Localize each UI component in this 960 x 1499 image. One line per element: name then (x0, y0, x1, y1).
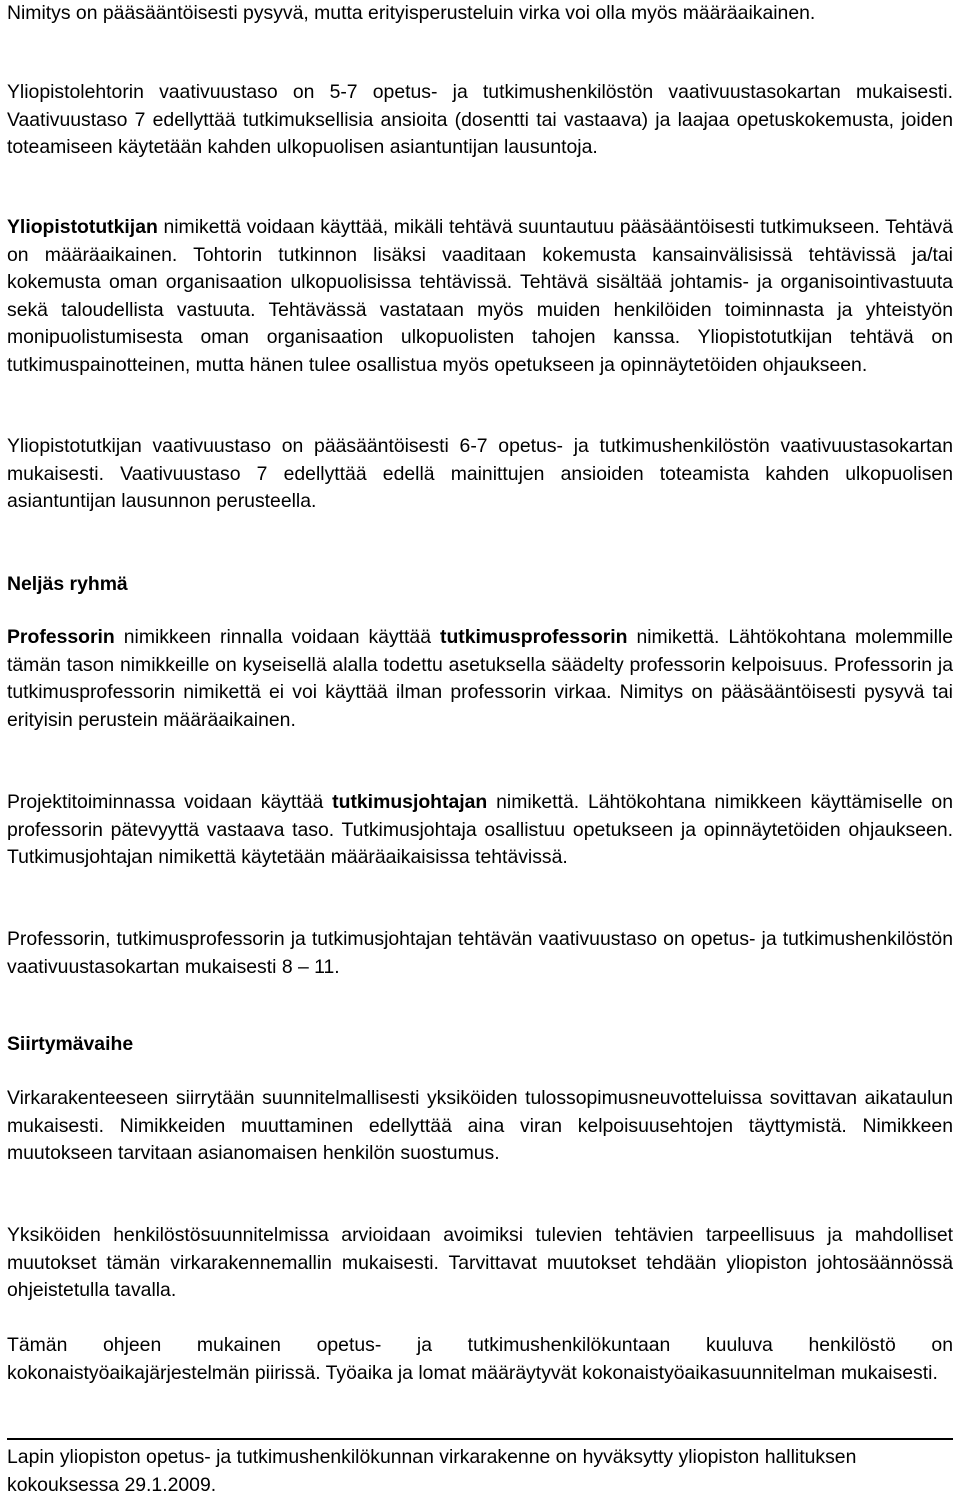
footer-divider (7, 1438, 953, 1440)
paragraph-yliopistotutkija (7, 214, 953, 380)
paragraph-henkilostosuunnitelmat: Yksiköiden henkilöstösuunnitelmissa arvioidaan avoimiksi tulevien tehtävien tarpeellisuus ja mahdolliset muutokset tämän virkarakennemallin mukaisesti. Tarvittavat muutokset tehdään yliopiston johtosäännössä ohjeistetulla tavalla. (7, 1224, 953, 1302)
paragraph-yliopistotutkija-text: nimikettä voidaan käyttää, mikäli tehtävä suuntautuu pääsääntöisesti tutkimukseen. Tehtävä on määräaikainen. Tohtorin tutkinnon lisäksi vaaditaan kokemusta kansainvälisissä tehtävissä ja/tai kokemusta oman organisaation ulkopuolisissa tehtävissä. Tehtävä sisältää johtamis- ja organisointivastuuta sekä taloudellista vastuuta. Tehtävässä vastataan myös muiden henkilöiden toiminnasta ja yhteistyön monipuolistumisesta oman organisaation ulkopuolisten tahojen kanssa. Yliopistotutkijan tehtävä on tutkimuspainotteinen, mutta hänen tulee osallistua myös opetukseen ja opinnäytetöiden ohjaukseen. (7, 216, 953, 376)
term-tutkimusprofessori: tutkimusprofessorin (440, 626, 628, 648)
paragraph-virkarakenteeseen-siirtyminen: Virkarakenteeseen siirrytään suunnitelmallisesti yksiköiden tulossopimusneuvotteluissa sovittavan aikataulun mukaisesti. Nimikkeiden muuttaminen edellyttää aina viran kelpoisuusehtojen täyttymistä. Nimikkeen muutokseen tarvitaan asianomaisen henkilön suostumus. (7, 1087, 953, 1165)
heading-neljas-ryhma: Neljäs ryhmä (7, 573, 128, 595)
paragraph-yliopistotutkija-vaativuustaso: Yliopistotutkijan vaativuustaso on pääsääntöisesti 6-7 opetus- ja tutkimushenkilöstön vaativuustasokartan mukaisesti. Vaativuustaso 7 edellyttää edellä mainittujen ansioiden toteamista kahden ulkopuolisen asiantuntijan lausunnon perusteella. (7, 435, 953, 513)
term-tutkimusjohtaja: tutkimusjohtajan (332, 791, 488, 813)
paragraph-kokonaistyoaika: Tämän ohjeen mukainen opetus- ja tutkimushenkilökuntaan kuuluva henkilöstö on kokonaistyöaikajärjestelmän piirissä. Työaika ja lomat määräytyvät kokonaistyöaikasuunnitelman mukaisesti. (7, 1334, 953, 1384)
term-professori: Professorin (7, 626, 115, 648)
paragraph-professori-text-1: nimikkeen rinnalla voidaan käyttää (114, 626, 440, 648)
heading-siirtymavaihe: Siirtymävaihe (7, 1033, 134, 1055)
paragraph-professori-text-2: nimikettä. Lähtökohtana molemmille tämän tason nimikkeille on kyseisellä alalla todettu asetuksella säädelty professorin kelpoisuus. Professorin ja tutkimusprofessorin nimikettä ei voi käyttää ilman professorin virkaa. Nimitys on pääsääntöisesti pysyvä tai erityisin perustein määräaikainen. (7, 626, 953, 731)
paragraph-professori (7, 624, 953, 734)
paragraph-yliopistolehtori-vaativuustaso: Yliopistolehtorin vaativuustaso on 5-7 opetus- ja tutkimushenkilöstön vaativuustasokartan mukaisesti. Vaativuustaso 7 edellyttää tutkimuksellisia ansioita (dosentti tai vastaava) ja laajaa opetuskokemusta, joiden toteamiseen käytetään kahden ulkopuolisen asiantuntijan lausuntoja. (7, 81, 953, 159)
paragraph-vaativuustaso-8-11: Professorin, tutkimusprofessorin ja tutkimusjohtajan tehtävän vaativuustaso on opetus- ja tutkimushenkilöstön vaativuustasokartan mukaisesti 8 – 11. (7, 928, 953, 978)
paragraph-nimitys: Nimitys on pääsääntöisesti pysyvä, mutta erityisperusteluin virka voi olla myös määräaikainen. (7, 2, 816, 24)
footer-note: Lapin yliopiston opetus- ja tutkimushenkilökunnan virkarakenne on hyväksytty yliopiston hallituksen kokouksessa 29.1.2009. (7, 1446, 857, 1496)
paragraph-tutkimusjohtaja-text-1: Projektitoiminnassa voidaan käyttää (7, 791, 333, 813)
term-yliopistotutkija: Yliopistotutkijan (7, 216, 158, 238)
paragraph-tutkimusjohtaja (7, 789, 953, 872)
paragraph-tutkimusjohtaja-text-2: nimikettä. Lähtökohtana nimikkeen käyttämiselle on professorin pätevyyttä vastaava taso. Tutkimusjohtaja osallistuu opetukseen ja opinnäytetöiden ohjaukseen. Tutkimusjohtajan nimikettä käytetään määräaikaisissa tehtävissä. (7, 791, 953, 869)
